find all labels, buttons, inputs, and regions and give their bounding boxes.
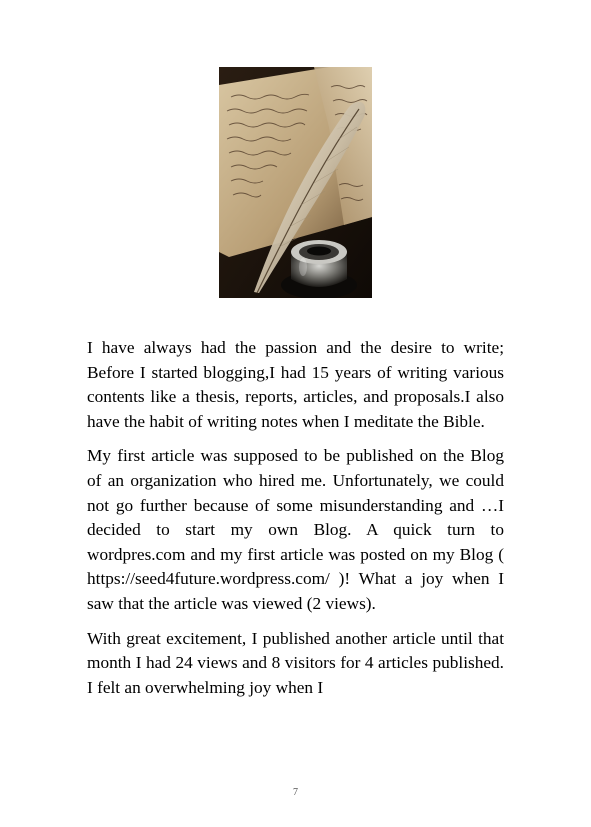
article-body xyxy=(87,336,504,710)
quill-and-inkwell-image xyxy=(219,67,372,298)
page-number: 7 xyxy=(293,787,298,798)
paragraph-1: I have always had the passion and the desire to write; Before I started blogging,I had 15 years of writing various contents like a thesis, reports, articles, and proposals.I also have the habit of writing notes when I meditate the Bible. xyxy=(87,338,504,431)
paragraph-2: My first article was supposed to be published on the Blog of an organization who hired me. Unfortunately, we could not go further because of some misunderstanding and …I decided to start my own Blog. A quick turn to wordpres.com and my first article was posted on my Blog ( https://seed4future.wordpress.com/ )! What a joy when I saw that the article was viewed (2 views). xyxy=(87,446,504,613)
paragraph-3: With great excitement, I published another article until that month I had 24 views and 8 visitors for 4 articles published. I felt an overwhelming joy when I xyxy=(87,628,504,697)
